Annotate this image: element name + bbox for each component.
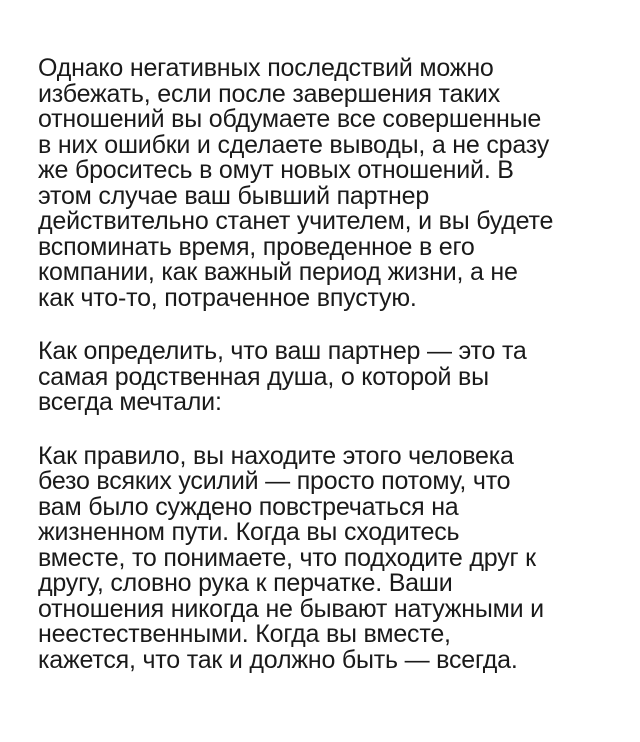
text-line: действительно станет учителем, и вы будете [38,207,554,235]
text-line: этом случае ваш бывший партнер [38,181,430,210]
paragraph-consequences [38,56,613,311]
text-line: вспоминать время, проведенное в его [38,232,475,261]
text-line: неестественными. Когда вы вместе, [38,620,451,648]
text-line: жизненном пути. Когда вы сходитесь [38,518,460,546]
text-line: как что-то, потраченное впустую. [38,283,417,312]
text-line: самая родственная душа, о которой вы [38,362,489,391]
text-line: отношения никогда не бывают натужными и [38,594,544,623]
article-text [38,56,613,673]
text-line: же броситесь в омут новых отношений. В [38,156,514,184]
text-line: в них ошибки и сделаете выводы, а не сразу [38,130,550,159]
paragraph-question [38,339,613,416]
text-line: вам было суждено повстречаться на [38,492,459,521]
text-line: компании, как важный период жизни, а не [38,258,518,286]
text-line: Как определить, что ваш партнер — это та [38,337,527,365]
text-line: кажется, что так и должно быть — всегда. [38,645,518,674]
text-line: безо всяких усилий — просто потому, что [38,467,511,495]
text-line: Однако негативных последствий можно [38,54,494,82]
paragraph-answer [38,441,613,674]
text-line: Как правило, вы находите этого человека [38,441,514,470]
text-line: избежать, если после завершения таких [38,79,500,108]
text-line: вместе, то понимаете, что подходите друг к [38,543,536,572]
text-line: всегда мечтали: [38,388,222,416]
text-line: отношений вы обдумаете все совершенные [38,105,542,133]
text-line: другу, словно рука к перчатке. Ваши [38,569,453,597]
